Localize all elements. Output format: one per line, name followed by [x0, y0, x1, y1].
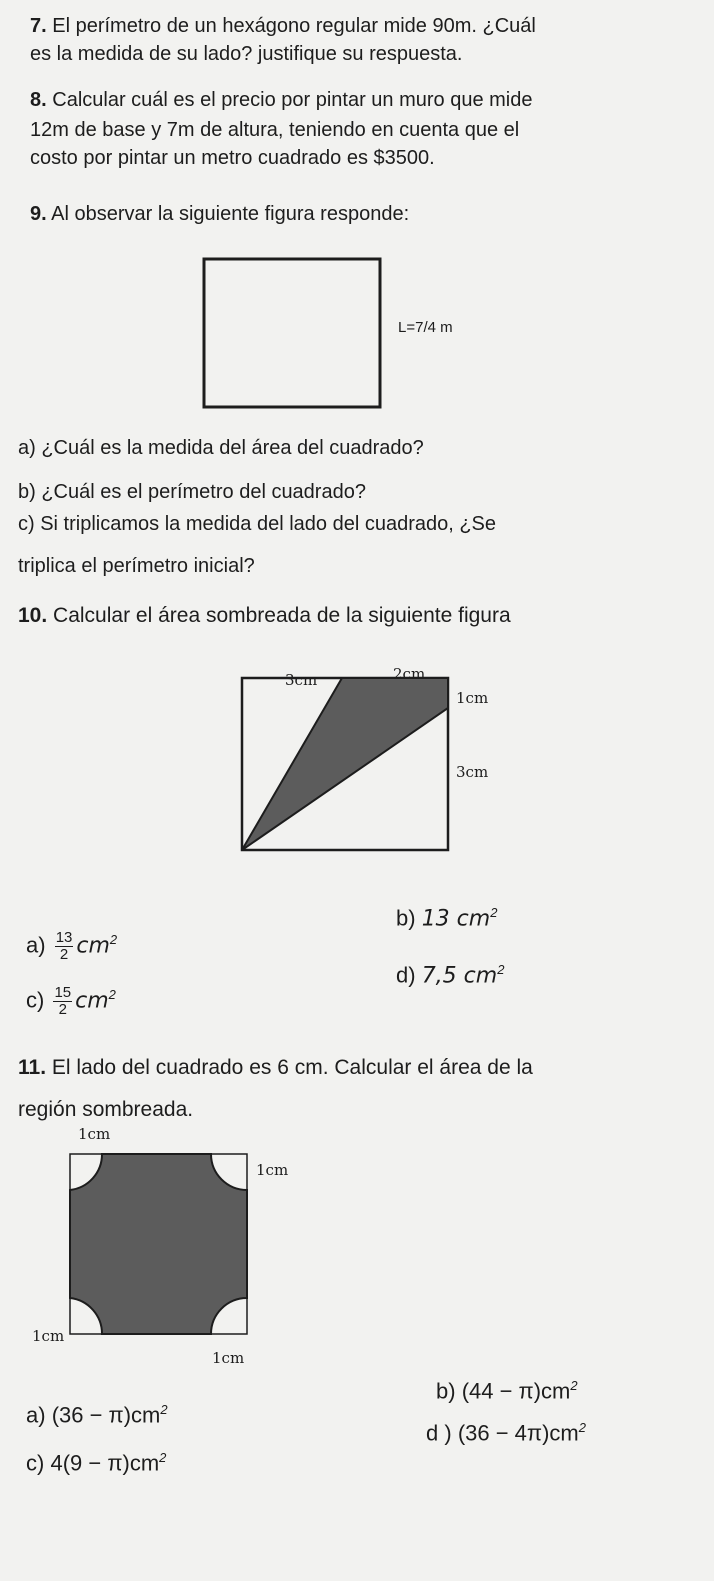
q8-line-2: 12m de base y 7m de altura, teniendo en cuenta que el [30, 119, 520, 141]
q11-number: 11. [18, 1056, 47, 1079]
q10-label-3cm-right: 3cm [456, 763, 489, 781]
q11-label-left-bottom: 1cm [32, 1327, 65, 1345]
q10-option-a-fraction: $\frac{13}{2}$ [55, 929, 73, 963]
q10-option-a[interactable]: a) $\frac{13}{2}$ $cm^2$ [26, 929, 118, 963]
q11-square-figure [66, 1150, 251, 1340]
q7-number: 7. [30, 15, 47, 37]
q9-part-c-line-1: c) Si triplicamos la medida del lado del cuadrado, ¿Se [18, 513, 497, 535]
q10-label-2cm-top: 2cm [393, 665, 426, 683]
q10-number: 10. [18, 604, 48, 627]
q11-line-2: región sombreada. [18, 1098, 194, 1121]
q11-option-c[interactable]: c) $4(9 - \pi)cm^2$ [26, 1450, 167, 1476]
q10-label-1cm-right: 1cm [456, 689, 489, 707]
q10-option-d[interactable]: d) 7,5 $cm^2$ [396, 962, 505, 989]
q9-square-figure [200, 255, 390, 413]
q10-label-3cm-top: 3cm [285, 671, 318, 689]
q10-option-b[interactable]: b) 13 $cm^2$ [396, 905, 498, 932]
q11-option-a[interactable]: a) $(36 - \pi)cm^2$ [26, 1402, 168, 1428]
q10-rectangle-figure [230, 670, 460, 855]
q10-option-c-fraction: $\frac{15}{2}$ [54, 984, 72, 1018]
q8-number: 8. [30, 89, 47, 111]
q9-square [204, 259, 380, 407]
q8-line-3: costo por pintar un metro cuadrado es $3500. [30, 147, 435, 169]
q9-part-c-line-2: triplica el perímetro inicial? [18, 555, 255, 577]
q11-label-top-right: 1cm [256, 1161, 289, 1179]
q9-side-label: L=7/4 m [398, 319, 453, 336]
q9-part-a: a) ¿Cuál es la medida del área del cuadrado? [18, 437, 424, 459]
q10-option-c[interactable]: c) $\frac{15}{2}$ $cm^2$ [26, 984, 116, 1018]
q7-line-1: 7. El perímetro de un hexágono regular mide 90m. ¿Cuál [30, 15, 536, 37]
q7-line-2: es la medida de su lado? justifique su respuesta. [30, 43, 463, 65]
q11-option-d[interactable]: d ) $(36 - 4\pi)cm^2$ [426, 1420, 586, 1446]
q11-label-top-left: 1cm [78, 1125, 111, 1143]
q9-part-b: b) ¿Cuál es el perímetro del cuadrado? [18, 481, 366, 503]
q10-line-1: 10. Calcular el área sombreada de la siguiente figura [18, 604, 511, 627]
q10-shaded-triangle [242, 678, 448, 850]
q11-label-bottom: 1cm [212, 1349, 245, 1367]
q11-option-b[interactable]: b) $(44 - \pi)cm^2$ [436, 1378, 578, 1404]
q9-number: 9. [30, 203, 47, 225]
q9-line-1: 9. Al observar la siguiente figura responde: [30, 203, 410, 225]
q11-line-1: 11. El lado del cuadrado es 6 cm. Calcular el área de la [18, 1056, 533, 1079]
q8-line-1: 8. Calcular cuál es el precio por pintar un muro que mide [30, 89, 533, 111]
q11-shaded-region [70, 1154, 247, 1334]
